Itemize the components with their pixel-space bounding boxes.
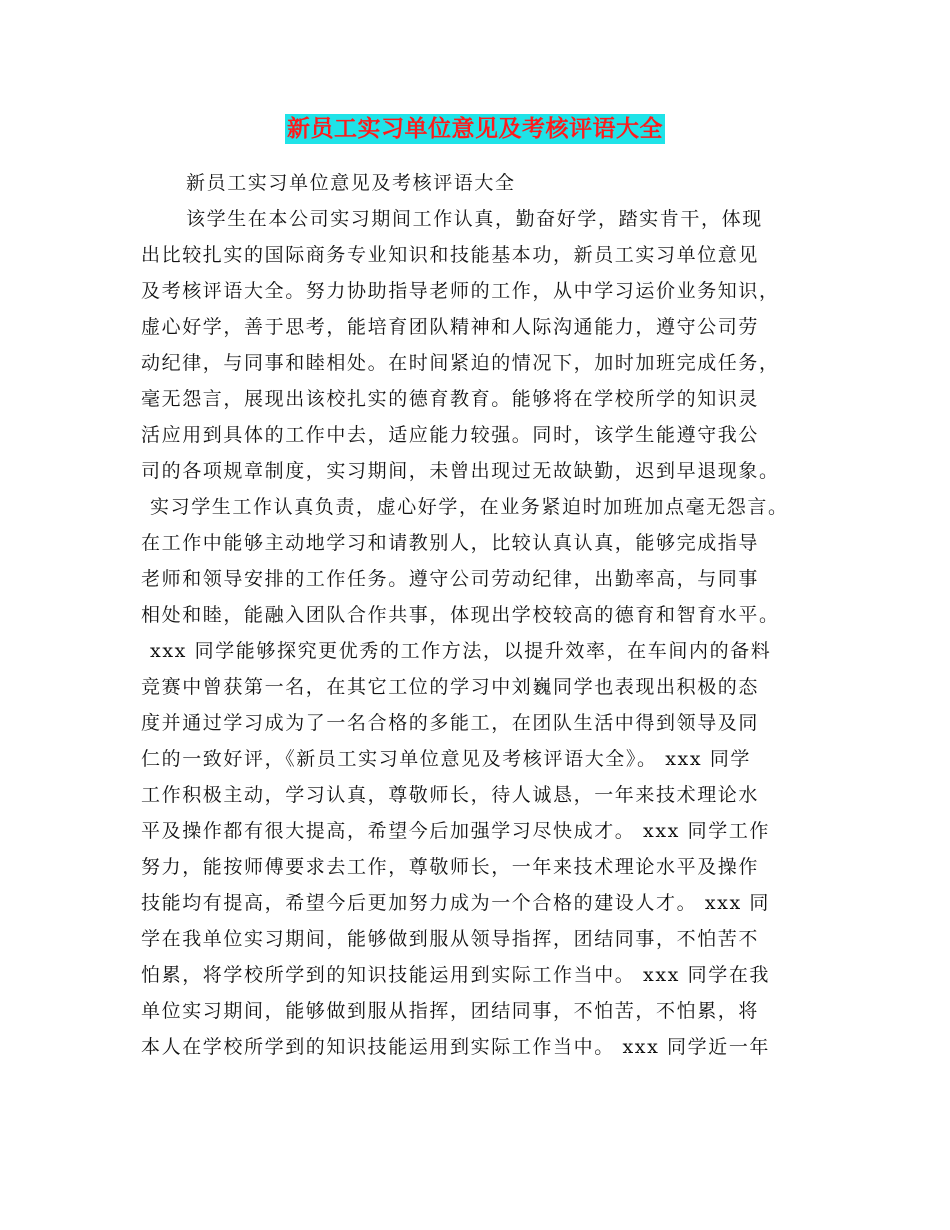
body-line: 在工作中能够主动地学习和请教别人，比较认真认真，能够完成指导: [141, 532, 760, 554]
body-line: 技能均有提高，希望今后更加努力成为一个合格的建设人才。 xxx 同: [141, 892, 771, 914]
body-line: 本人在学校所学到的知识技能运用到实际工作当中。 xxx 同学近一年: [141, 1036, 771, 1058]
body-line: 毫无怨言，展现出该校扎实的德育教育。能够将在学校所学的知识灵: [141, 388, 760, 410]
body-line: 怕累，将学校所学到的知识技能运用到实际工作当中。 xxx 同学在我: [141, 964, 771, 986]
body-line: 学在我单位实习期间，能够做到服从领导指挥，团结同事，不怕苦不: [141, 928, 760, 950]
body-line: xxx 同学能够探究更优秀的工作方法，以提升效率，在车间内的备料: [150, 640, 772, 662]
body-line: 工作积极主动，学习认真，尊敬师长，待人诚恳，一年来技术理论水: [141, 784, 760, 806]
body-line: 努力，能按师傅要求去工作，尊敬师长，一年来技术理论水平及操作: [141, 856, 760, 878]
body-line: 该学生在本公司实习期间工作认真，勤奋好学，踏实肯干，体现: [186, 208, 763, 230]
body-line: 司的各项规章制度，实习期间，未曾出现过无故缺勤，迟到早退现象。: [141, 460, 780, 482]
body-line: 单位实习期间，能够做到服从指挥，团结同事，不怕苦，不怕累，将: [141, 1000, 760, 1022]
document-title: 新员工实习单位意见及考核评语大全: [287, 115, 663, 142]
body-line: 实习学生工作认真负责，虚心好学，在业务紧迫时加班加点毫无怨言。: [150, 496, 789, 518]
body-line: 平及操作都有很大提高，希望今后加强学习尽快成才。 xxx 同学工作: [141, 820, 771, 842]
body-line: 仁的一致好评，《新员工实习单位意见及考核评语大全》。 xxx 同学: [141, 748, 752, 770]
title-container: [0, 114, 950, 144]
body-line: 竞赛中曾获第一名，在其它工位的学习中刘巍同学也表现出积极的态: [141, 676, 760, 698]
body-line: 动纪律，与同事和睦相处。在时间紧迫的情况下，加时加班完成任务，: [141, 352, 780, 374]
body-line: 活应用到具体的工作中去，适应能力较强。同时，该学生能遵守我公: [141, 424, 760, 446]
body-line: 出比较扎实的国际商务专业知识和技能基本功，新员工实习单位意见: [141, 244, 760, 266]
body-line: 及考核评语大全。努力协助指导老师的工作，从中学习运价业务知识，: [141, 280, 780, 302]
body-line: 相处和睦，能融入团队合作共事，体现出学校较高的德育和智育水平。: [141, 604, 780, 626]
body-line: 虚心好学，善于思考，能培育团队精神和人际沟通能力，遵守公司劳: [141, 316, 760, 338]
body-line: 新员工实习单位意见及考核评语大全: [186, 172, 516, 194]
body-line: 老师和领导安排的工作任务。遵守公司劳动纪律，出勤率高，与同事: [141, 568, 760, 590]
body-line: 度并通过学习成为了一名合格的多能工，在团队生活中得到领导及同: [141, 712, 760, 734]
